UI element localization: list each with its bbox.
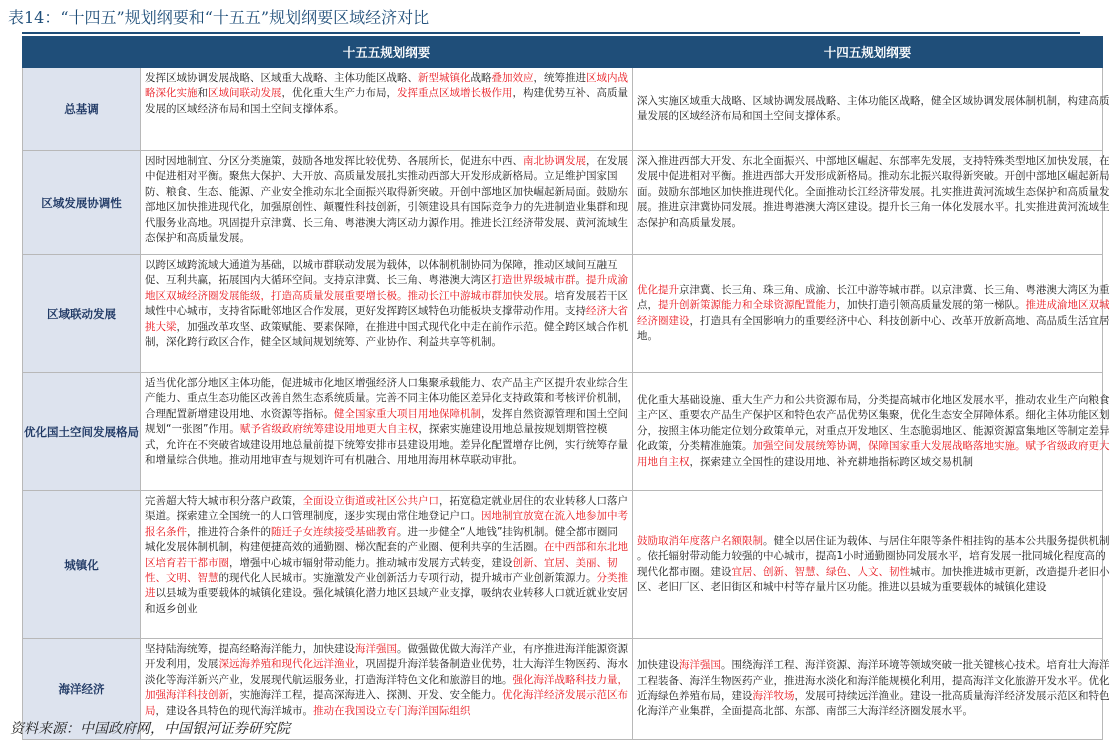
body-text: 战略 <box>470 72 492 84</box>
highlight-text: 深远海养殖和现代化远洋渔业 <box>218 658 355 671</box>
table-row <box>23 68 1103 151</box>
cell-14th-plan <box>633 639 1110 740</box>
highlight-text: 赋予省级政府统筹建设用地更大自主权 <box>239 423 419 436</box>
table-title: 表14：“十四五”规划纲要和“十五五”规划纲要区域经济对比 <box>8 8 430 27</box>
body-text: 的现代化人民城市。实施激发产业创新活力专项行动，提升城市产业创新策源力。 <box>218 572 597 585</box>
header-15th-plan: 十五五规划纲要 <box>141 37 633 68</box>
row-label: 海洋经济 <box>23 639 141 740</box>
highlight-text: 新型城镇化 <box>418 72 471 84</box>
highlight-text: 强化海洋战略科技力量，加强海洋科技创新 <box>145 673 628 702</box>
highlight-text: 海洋牧场 <box>752 690 795 702</box>
table-row <box>23 491 1103 639</box>
header-14th-plan: 十四五规划纲要 <box>633 37 1103 68</box>
cell-15th-plan <box>141 68 633 151</box>
body-text: 因时因地制宜、分区分类施策，鼓励各地发挥比较优势、各展所长，促进东中西、 <box>145 155 523 167</box>
body-text: ，优化重大生产力布局， <box>281 87 397 100</box>
row-label: 总基调 <box>23 68 141 151</box>
body-text: 以县城为重要载体的城镇化建设。强化城镇化潜力地区县域产业支撑，吸纳农业转移人口就近就业安居和返乡创业 <box>145 587 628 615</box>
cell-14th-plan <box>633 373 1110 491</box>
body-text: ，加强改革攻坚、政策赋能、要素保障，在推进中国式现代化中走在前作示范。健全跨区域合作机制，深化跨行政区合作，健全区域间规划统筹、产业协作、利益共享等机制。 <box>145 320 628 349</box>
highlight-text: 分类推进 <box>145 572 628 600</box>
row-label: 区域联动发展 <box>23 255 141 373</box>
body-text: 。围绕海洋工程、海洋资源、海洋环境等领域突破一批关键核心技术。培育壮大海洋 工程装备、海洋生物医药产业，推进海水淡化和海洋能规模化利用，提高海洋文化旅游开发水平。优化 近海绿色养殖布局，建设 <box>637 659 1110 702</box>
body-text: ，巩固提升海洋装备制造业优势，壮大海洋生物医药、海水淡化等海洋新兴产业，发展现代航运服务业，打造海洋特色文化和旅游目的地。 <box>145 658 628 686</box>
highlight-text: 在中西部和东北地区培育若干都市圈 <box>145 541 628 569</box>
body-text: 。 <box>575 274 586 287</box>
body-text: ，推进符合条件的 <box>187 525 271 538</box>
highlight-text: 经济大省挑大梁 <box>145 305 628 333</box>
body-text: 深入实施区域重大战略、区域协调发展战略、主体功能区战略，健全区域协调发展体制机制，构建高质 量发展的区域经济布局和国土空间支撑体系。 <box>637 94 1110 122</box>
highlight-text: 因地制宜放宽在流入地参加中考报名条件 <box>145 510 628 538</box>
body-text: 加快建设 <box>637 659 679 672</box>
cell-15th-plan <box>141 151 633 255</box>
highlight-text: 优化海洋经济发展示范区布局 <box>145 689 628 717</box>
cell-14th-plan <box>633 255 1110 373</box>
row-label: 区域发展协调性 <box>23 151 141 255</box>
header-corner <box>23 37 141 68</box>
body-text: ，发挥自然资源管理和国土空间规划“一张图”作用。 <box>145 407 628 436</box>
cell-14th-plan <box>633 491 1110 639</box>
highlight-text: 海洋强国 <box>679 659 721 672</box>
table-row <box>23 373 1103 491</box>
comparison-table-viewport[interactable] <box>22 36 1110 718</box>
comparison-table <box>22 36 1110 740</box>
source-note: 资料来源：中国政府网，中国银河证券研究院 <box>10 721 290 737</box>
highlight-text: 南北协调发展 <box>523 155 586 167</box>
row-label: 城镇化 <box>23 491 141 639</box>
highlight-text: 推进成渝地区双城 经济圈建设 <box>637 299 1110 327</box>
body-text: ，构建优势互补、高质量发展的区域经济布局和国土空间支撑体系。 <box>145 87 628 115</box>
highlight-text: 宜居、创新、智慧、绿色、人文、韧性 <box>731 565 910 578</box>
table-row <box>23 255 1103 373</box>
title-divider <box>22 32 1080 34</box>
cell-15th-plan <box>141 491 633 639</box>
body-text: ，拓宽稳定就业居住的农业转移人口落户渠道。探索建立全国统一的人口管理制度，逐步实现由常住地登记户口。 <box>145 495 628 523</box>
body-text: 适当优化部分地区主体功能，促进城市化地区增强经济人口集聚承载能力、农产品主产区提升农业综合生产能力、重点生态功能区改善自然生态系统质量。完善不同主体功能区差异化支持政策和考核评价机制，合理配置新增建设用地、水资源等指标。 <box>145 377 628 420</box>
body-text: 发挥区域协调发展战略、区域重大战略、主体功能区战略、 <box>145 72 418 84</box>
body-text: 。做强做优做大海洋产业，有序推进海洋能源资源开发利用，发展 <box>145 643 628 671</box>
cell-15th-plan <box>141 255 633 373</box>
highlight-text: 创新、宜居、美丽、韧性、文明、智慧 <box>145 556 618 585</box>
table-header-row <box>23 37 1103 68</box>
highlight-text: 叠加效应 <box>491 72 534 84</box>
cell-14th-plan <box>633 68 1110 151</box>
body-text: 以跨区域跨流域大通道为基础，以城市群联动发展为载体，以体制机制协同为保障，推动区域间互融互促、互利共赢，拓展国内大循环空间。支持京津冀、长三角、粤港澳大湾区 <box>145 259 618 287</box>
body-text: ，加快打造引领高质量发展的第一梯队。 <box>836 299 1026 312</box>
highlight-text: 推动在我国设立专门海洋国际组织 <box>313 704 471 717</box>
body-text: 优化重大基础设施、重大生产力和公共资源布局，分类提高城市化地区发展水平，推动农业生产向粮食 主产区、重要农产品生产保护区和特色农产品优势区集聚，优化生态安全屏障体系。细化主体功能区划 分，按照主体功能定位划分政策单元，对重点开发地区、生态脆弱地区、能源资源富集地区等制定差异 化政策，分类精准施策。 <box>637 393 1110 453</box>
highlight-text: 加强空间发展统筹协调，保障国家重大发展战略落地实施。赋予省级政府更大 用地自主权 <box>637 440 1110 468</box>
highlight-text: 鼓励取消年度落户名额限制 <box>637 534 763 547</box>
body-text: ，增强中心城市辐射带动能力。推动城市发展方式转变，建设 <box>229 556 513 569</box>
body-text: 坚持陆海统筹，提高经略海洋能力，加快建设 <box>145 643 355 655</box>
highlight-text: 提升创新策源能力和全球资源配置能力 <box>658 299 837 312</box>
highlight-text: 提升成渝地区双城经济圈发展能级，打造高质量发展重要增长极。推动长江中游城市群加快发展 <box>145 274 628 302</box>
highlight-text: 打造世界级城市群 <box>491 274 576 287</box>
body-text: 京津冀、长三角、珠三角、成渝、长江中游等城市群。以京津冀、长三角、粤港澳大湾区为重 点， <box>637 283 1110 312</box>
highlight-text: 区域间联动发展 <box>208 87 282 100</box>
highlight-text: 优化提升 <box>637 283 679 296</box>
highlight-text: 健全国家重大项目用地保障机制 <box>334 407 481 420</box>
highlight-text: 全面设立街道或社区公共户口 <box>302 495 439 507</box>
cell-14th-plan <box>633 151 1110 255</box>
body-text: ，建设各具特色的现代海洋城市。 <box>155 704 313 717</box>
body-text: ，统筹推进 <box>533 72 586 84</box>
body-text: 城市。加快推进城市更新，改造提升老旧小 区、老旧厂区、老旧街区和城中村等存量片区功能。推进以县城为重要载体的城镇化建设 <box>637 565 1110 593</box>
highlight-text: 随迁子女连续接受基础教育 <box>271 525 397 538</box>
body-text: ，实施海洋工程，提高深海进入、探测、开发、安全能力。 <box>229 689 502 702</box>
highlight-text: 海洋强国 <box>355 643 397 655</box>
body-text: 。健全以居住证为载体、与居住年限等条件相挂钩的基本公共服务提供机制 。依托辐射带动能力较强的中心城市，提高1小时通勤圈协同发展水平，培育发展一批同城化程度高的 现代化都市圈。建设 <box>637 534 1110 578</box>
body-text: 深入推进西部大开发、东北全面振兴、中部地区崛起、东部率先发展，支持特殊类型地区加快发展，在 发展中促进相对平衡。推进西部大开发形成新格局。推动东北振兴取得新突破。开创中部地区崛起新局 面。鼓励东部地区加快推进现代化。全面推动长江经济带发展。扎实推进黄河流域生态保护和高质量发 展。推进京津冀协同发展。推进粤港澳大湾区建设。提升长三角一体化发展水平。扎实推进黄河流域生 态保护和高质量发展。 <box>637 155 1110 229</box>
body-text: 和 <box>197 87 208 100</box>
body-text: ，探索实施建设用地总量按规划期管控模式，允许在不突破省域建设用地总量前提下统筹安排市县建设用地。差异化配置增存比例，实行统筹存量和增量综合供地。推动用地审查与规划许可有机融合、用地用海用林草联动审批。 <box>145 423 628 467</box>
body-text: ，在发展中促进相对平衡。聚焦大保护、大开放、高质量发展扎实推动西部大开发形成新格局。立足维护国家国防、粮食、生态、能源、产业安全推动东北全面振兴取得新突破。开创中部地区加快崛起新局面。鼓励东部地区加快推进现代化，加强原创性、颠覆性科技创新，引领建设具有国际竞争力的先进制造业集群和现代服务业高地。巩固提升京津冀、长三角、粤港澳大湾区动力源作用。推进长江经济带发展、黄河流域生态保护和高质量发展。 <box>145 155 628 245</box>
body-text: ，探索建立全国性的建设用地、补充耕地指标跨区域交易机制 <box>689 455 973 468</box>
body-text: ，发展可持续远洋渔业。建设一批高质量海洋经济发展示范区和特色 化海洋产业集群，全面提高北部、东部、南部三大海洋经济圈发展水平。 <box>637 690 1110 718</box>
body-text: 完善超大特大城市积分落户政策， <box>145 495 303 507</box>
body-text: ，打造具有全国影响力的重要经济中心、科技创新中心、改革开放新高地、高品质生活宜居 地。 <box>637 314 1110 342</box>
body-text: 。培育发展若干区域性中心城市，支持省际毗邻地区合作发展，更好发挥跨区域特色功能板块支撑带动作用。支持 <box>145 289 628 318</box>
body-text: 。进一步健全“人地钱”挂钩机制。健全都市圈同城化发展体制机制，构建便捷高效的通勤圈、梯次配套的产业圈、便利共享的生活圈。 <box>145 525 618 554</box>
row-label: 优化国土空间发展格局 <box>23 373 141 491</box>
cell-15th-plan <box>141 373 633 491</box>
highlight-text: 区域内战略深化实施 <box>145 72 628 100</box>
table-row <box>23 151 1103 255</box>
highlight-text: 发挥重点区域增长极作用 <box>397 87 513 100</box>
